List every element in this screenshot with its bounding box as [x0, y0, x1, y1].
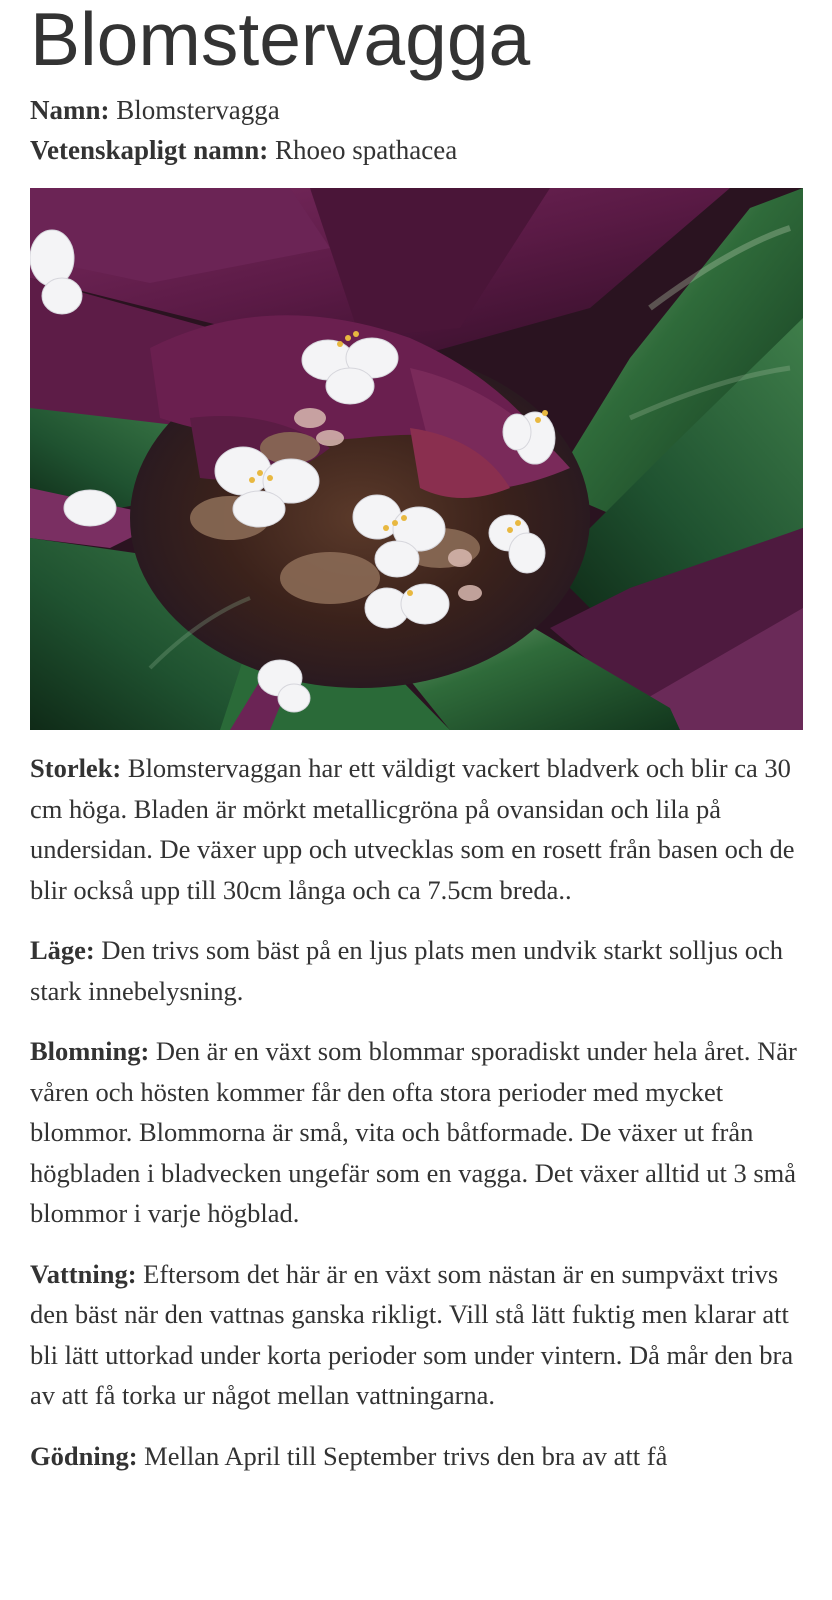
section-blomning: [30, 1031, 814, 1234]
section-text: Mellan April till September trivs den bra av att få: [144, 1440, 668, 1471]
plant-meta: [30, 90, 457, 170]
name-row: [30, 90, 457, 130]
scientific-name-label: Vetenskapligt namn:: [30, 135, 269, 165]
section-label: Läge:: [30, 935, 95, 965]
section-label: Blomning:: [30, 1036, 150, 1066]
scientific-name-value: Rhoeo spathacea: [275, 135, 458, 165]
article-body: [30, 748, 814, 1496]
section-label: Vattning:: [30, 1258, 137, 1289]
section-vattning: [30, 1254, 814, 1416]
section-text: Den är en växt som blommar sporadiskt under hela året. När våren och hösten kommer får den ofta stora perioder med mycket blommor. Blommorna är små, vita och båtformade. De växer ut från högbladen i bladvecken ungefär som en vagga. Det växer alltid ut 3 små blommor i varje högblad.: [30, 1036, 797, 1228]
section-text: Eftersom det här är en växt som nästan är en sumpväxt trivs den bäst när den vattnas ganska rikligt. Vill stå lätt fuktig men klarar att bli lätt uttorkad under korta perioder som under vintern. Då mår den bra av att få torka ur något mellan vattningarna.: [30, 1258, 794, 1410]
section-label: Storlek:: [30, 753, 122, 783]
section-text: Blomstervaggan har ett väldigt vackert bladverk och blir ca 30 cm höga. Bladen är mörkt metallicgröna på ovansidan och lila på undersidan. De växer upp och utvecklas som en rosett från basen och de blir också upp till 30cm långa och ca 7.5cm breda..: [30, 753, 795, 905]
plant-photo: [30, 188, 803, 730]
section-lage: [30, 930, 814, 1011]
page-title: Blomstervagga: [30, 0, 531, 81]
section-godning: [30, 1436, 814, 1477]
section-text: Den trivs som bäst på en ljus plats men undvik starkt solljus och stark innebelysning.: [30, 935, 783, 1006]
scientific-name-row: [30, 130, 457, 170]
name-label: Namn:: [30, 95, 110, 125]
section-storlek: [30, 748, 814, 910]
section-label: Gödning:: [30, 1440, 138, 1471]
name-value: Blomstervagga: [116, 95, 280, 125]
